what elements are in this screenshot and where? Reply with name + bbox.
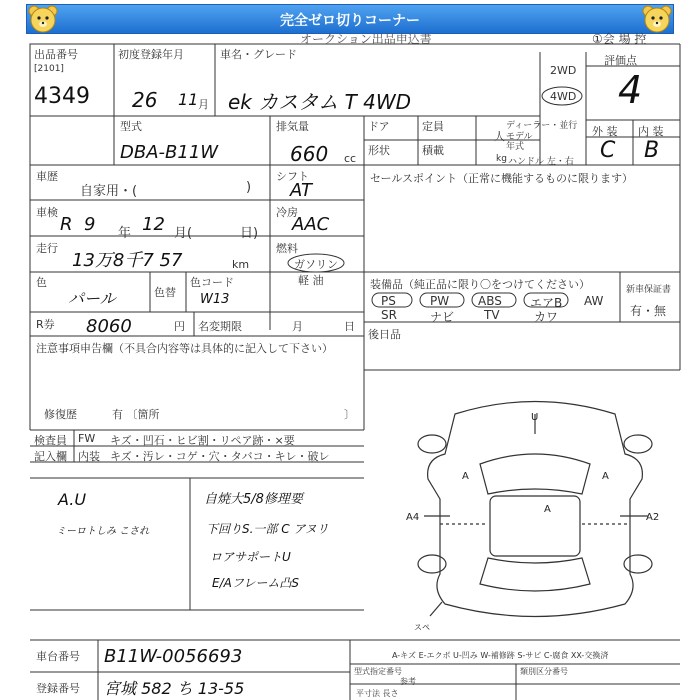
fuel-gasoline: ガソリン (294, 258, 338, 271)
equipment-pw: PW (430, 294, 450, 308)
inspection-label: 車検 (36, 206, 58, 219)
ac-value: AAC (292, 214, 330, 235)
color-value: パール (68, 289, 116, 308)
ac-label: 冷房 (276, 206, 298, 219)
recycle-label: R券 (36, 318, 55, 331)
interior-grade: B (644, 138, 660, 163)
history-close: ) (246, 180, 252, 195)
interior-items: キズ・汚レ・コゲ・穴・タバコ・キレ・破レ (110, 450, 330, 463)
inspection-day-unit: 日) (240, 226, 259, 241)
equipment-leather: カワ (534, 310, 559, 324)
model-value: DBA-B11W (120, 142, 219, 163)
shift-value: AT (290, 180, 312, 201)
diagram-label-u: U (531, 412, 539, 423)
recycle-value: 8060 (86, 316, 132, 337)
repair-close: 〕 (344, 408, 355, 421)
dimensions-label: 平寸法 長さ (356, 689, 399, 698)
inspection-month: 12 (142, 214, 165, 235)
history-value: 自家用・( (80, 184, 138, 199)
diagram-label-a-1: A (462, 471, 469, 482)
warranty-label: 新車保証書 (626, 285, 672, 295)
handle-label: ハンドル 左・右 (508, 157, 574, 167)
form-title: オークション出品申込書 (300, 32, 432, 46)
warranty-value: 有・無 (630, 304, 667, 318)
load-label: 積載 (422, 144, 444, 157)
remark-left-1: A.U (58, 490, 87, 509)
capacity-label: 定員 (422, 120, 444, 133)
type-ref-label: 参考 (400, 677, 416, 686)
notes-label: 注意事項申告欄（不具合内容等は具体的に記入して下さい） (36, 342, 333, 355)
inspector-label: 検査員 (34, 434, 67, 447)
exterior-grade: C (600, 138, 616, 163)
vehicle-name: ek カスタム T 4WD (228, 90, 412, 114)
banner-title: 完全ゼロ切りコーナー (280, 13, 420, 29)
lot-number: 4349 (34, 84, 90, 109)
color-code: W13 (200, 292, 230, 307)
equipment-aw: AW (584, 294, 604, 308)
door-label: ドア (368, 120, 390, 133)
chassis-label: 車台番号 (36, 650, 80, 663)
lot-label: 出品番号 (34, 48, 78, 61)
color-code-label: 色コード (190, 276, 234, 289)
shift-label: シフト (276, 170, 309, 183)
venue-label: ①会 場 控 (592, 32, 647, 46)
dealer-label: ディーラー・並行 (506, 121, 578, 131)
fw-label: FW (78, 432, 96, 445)
name-change-day: 日 (344, 320, 355, 333)
lot-subcode: [2101] (34, 64, 64, 74)
equipment-airbag: エアB (530, 296, 563, 310)
interior-check-label: 内装 (78, 450, 100, 463)
mileage-unit: km (232, 258, 250, 271)
name-change-label: 名変期限 (198, 320, 242, 333)
inspection-year-unit: 年 (118, 226, 132, 241)
diagram-label-spare: スペ (414, 623, 430, 632)
person-label: 人 (494, 130, 505, 143)
inspection-month-unit: 月( (174, 226, 193, 241)
model-label: 型式 (120, 120, 142, 133)
diagram-label-a2: A2 (646, 512, 660, 523)
repair-label: 修復歴 (44, 408, 77, 421)
class-number-label: 類別区分番号 (520, 667, 568, 676)
car-damage-diagram (406, 384, 660, 634)
equipment-abs: ABS (478, 294, 502, 308)
interior-label: 内 装 (638, 125, 664, 138)
color-tone-label: 色替 (154, 286, 176, 299)
recycle-unit: 円 (174, 320, 185, 333)
exterior-label: 外 装 (592, 125, 618, 138)
shape-label: 形状 (368, 144, 390, 157)
drive-2wd: 2WD (550, 64, 577, 77)
registration-year: 26 (132, 88, 158, 112)
reg-number-value: 宮城 582 ち 13-55 (104, 679, 245, 698)
registration-label: 初度登録年月 (118, 48, 184, 61)
equipment-ps: PS (381, 294, 396, 308)
equipment-label: 装備品（純正品に限り〇をつけてください） (370, 278, 590, 291)
rating-score: 4 (618, 68, 643, 112)
model-year-label: モデル 年式 (506, 132, 533, 152)
damage-code-legend: A-キズ E-エクボ U-凹み W-補修跡 S-サビ C-腐食 XX-交換済 (392, 651, 609, 660)
diagram-label-a-3: A (544, 504, 551, 515)
kg-label: kg (496, 154, 507, 164)
vehicle-label: 車名・グレード (220, 48, 297, 61)
repair-value: 有 〔箇所 (112, 408, 160, 421)
remark-right-3: ロアサポートU (210, 550, 291, 564)
fw-items: キズ・凹石・ヒビ割・リペア跡・×要 (110, 434, 295, 447)
remark-right-4: E/Aフレーム凸S (212, 576, 299, 590)
equipment-navi: ナビ (430, 310, 455, 324)
color-label: 色 (36, 276, 47, 289)
fuel-label: 燃料 (276, 242, 298, 255)
name-change-month: 月 (292, 320, 303, 333)
mileage-label: 走行 (36, 242, 58, 255)
registration-month: 11 (178, 90, 199, 109)
inspection-year: 9 (84, 214, 96, 235)
sales-point-label: セールスポイント（正常に機能するものに限ります） (370, 172, 634, 185)
chassis-value: B11W-0056693 (104, 646, 243, 667)
entry-label: 記入欄 (34, 450, 67, 463)
diagram-label-a-2: A (602, 471, 609, 482)
reg-number-label: 登録番号 (36, 682, 80, 695)
displacement-value: 660 (290, 142, 329, 166)
history-label: 車歴 (36, 170, 58, 183)
fuel-light-oil: 軽 油 (298, 274, 324, 287)
type-designation-label: 型式指定番号 (354, 667, 402, 676)
inspection-era: R (60, 214, 73, 235)
rear-seat-label: 後日品 (368, 328, 401, 341)
displacement-label: 排気量 (276, 120, 309, 133)
registration-month-unit: 月 (198, 98, 209, 111)
drive-4wd: 4WD (550, 90, 577, 103)
displacement-unit: cc (344, 152, 357, 165)
rating-label: 評価点 (604, 54, 637, 67)
remark-left-2: ミーロトしみ こされ (56, 526, 150, 537)
equipment-tv: TV (484, 308, 500, 322)
equipment-sr: SR (381, 308, 397, 322)
remark-right-2: 下回りS.一部 C アヌリ (206, 522, 329, 536)
mileage-value: 13万8千7 57 (72, 250, 183, 271)
remark-right-1: 自焼大5/8修理要 (204, 492, 303, 507)
diagram-label-a4: A4 (406, 512, 420, 523)
